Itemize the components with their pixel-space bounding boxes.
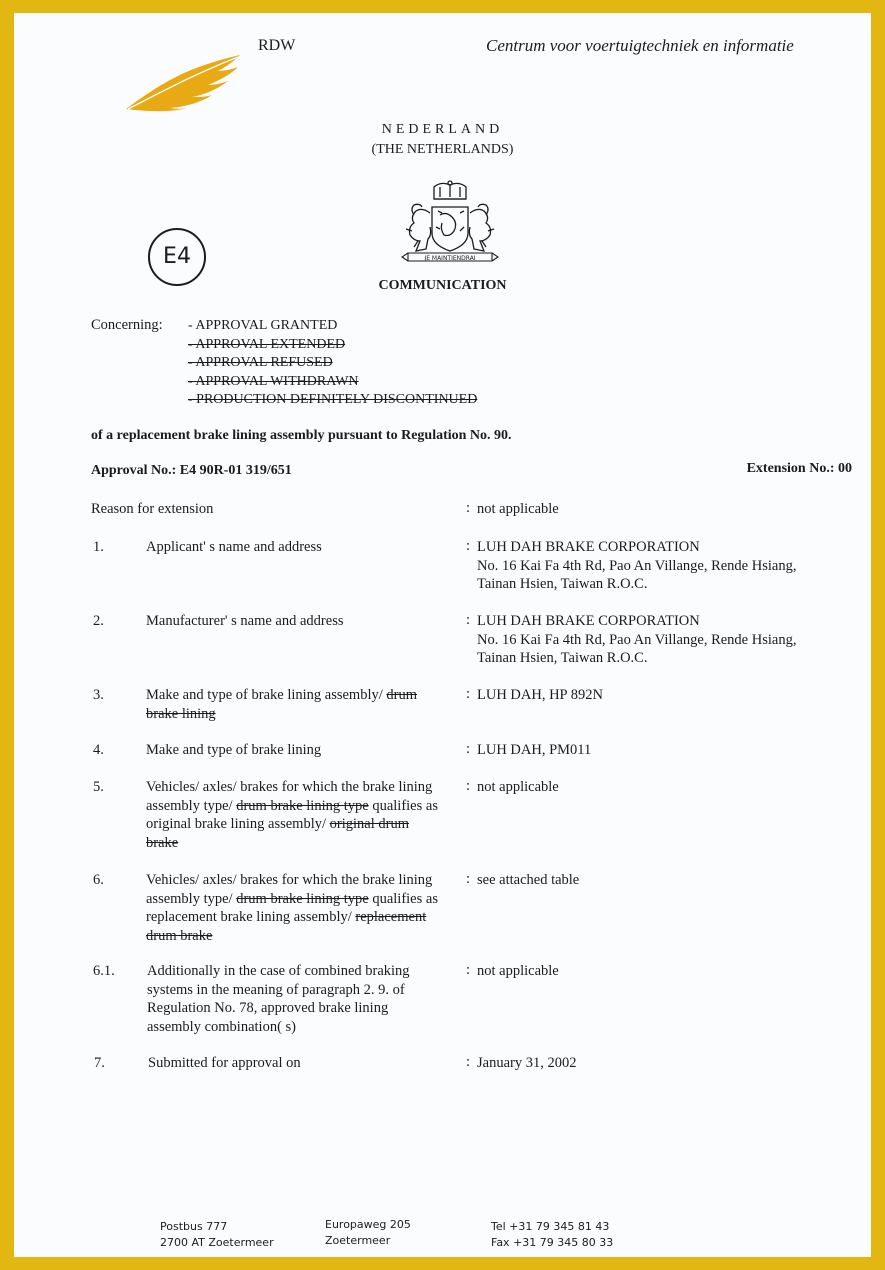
label-line: original brake lining assembly/ original drum <box>146 816 409 832</box>
label-line: Regulation No. 78, approved brake lining <box>147 1000 389 1016</box>
value-line: Tainan Hsien, Taiwan R.O.C. <box>477 576 648 592</box>
colon-separator: : <box>466 778 471 794</box>
item-value: not applicable <box>477 779 559 795</box>
concerning-options <box>188 317 477 410</box>
colon-separator: : <box>466 686 471 702</box>
approval-number: Approval No.: E4 90R-01 319/651 <box>91 463 292 478</box>
value-line: No. 16 Kai Fa 4th Rd, Pao An Villange, Rende Hsiang, <box>477 557 797 574</box>
item-value: LUH DAH, HP 892N <box>477 687 603 703</box>
e4-approval-mark: E4 <box>148 228 206 286</box>
footer-line: Zoetermeer <box>325 1234 391 1247</box>
item-value: not applicable <box>477 963 559 979</box>
footer-line: 2700 AT Zoetermeer <box>160 1236 274 1249</box>
country-name-english: (THE NETHERLANDS) <box>371 142 514 157</box>
item-value: see attached table <box>477 872 580 888</box>
item-value <box>477 612 857 668</box>
item-number: 3. <box>93 687 104 703</box>
label-line: brake <box>146 834 179 851</box>
item-number: 2. <box>93 613 104 629</box>
reason-label: Reason for extension <box>91 501 214 517</box>
rdw-feather-logo <box>122 51 248 113</box>
label-line: drum brake <box>146 927 213 944</box>
subject-line: of a replacement brake lining assembly pursuant to Regulation No. 90. <box>91 428 512 443</box>
item-number: 7. <box>94 1055 105 1071</box>
concerning-option-granted: - APPROVAL GRANTED <box>188 318 338 333</box>
concerning-option-discontinued: - PRODUCTION DEFINITELY DISCONTINUED <box>188 392 478 407</box>
colon-separator: : <box>466 871 471 887</box>
colon-separator: : <box>466 538 471 554</box>
item-label <box>146 686 458 723</box>
label-line: replacement brake lining assembly/ replacement <box>146 909 427 925</box>
colon-separator: : <box>466 741 471 757</box>
rdw-label: RDW <box>258 37 296 54</box>
label-struck-text: drum <box>386 687 418 703</box>
header-tagline: Centrum voor voertuigtechniek en informatie <box>486 36 794 55</box>
item-number: 4. <box>93 742 104 758</box>
item-label: Make and type of brake lining <box>146 742 322 758</box>
item-value: January 31, 2002 <box>477 1055 577 1071</box>
value-line: LUH DAH BRAKE CORPORATION <box>477 613 700 629</box>
footer-contact <box>491 1219 613 1251</box>
label-line: Vehicles/ axles/ brakes for which the brake lining <box>146 779 433 795</box>
item-label: Applicant' s name and address <box>146 539 322 555</box>
reason-value: not applicable <box>477 501 559 517</box>
label-line: assembly type/ drum brake lining type qualifies as <box>146 890 438 907</box>
footer-line: Postbus 777 <box>160 1220 228 1233</box>
label-line: Additionally in the case of combined braking <box>147 963 410 979</box>
item-number: 5. <box>93 779 104 795</box>
motto-text: JE MAINTIENDRAI <box>424 255 476 262</box>
item-number: 1. <box>93 539 104 555</box>
colon-separator: : <box>466 962 471 978</box>
label-struck-text: brake lining <box>146 705 216 722</box>
colon-separator: : <box>466 500 471 516</box>
concerning-label: Concerning: <box>91 317 163 333</box>
footer-street-address <box>325 1217 411 1249</box>
communication-heading: COMMUNICATION <box>378 278 507 293</box>
value-line: No. 16 Kai Fa 4th Rd, Pao An Villange, Rende Hsiang, <box>477 631 797 648</box>
item-value: LUH DAH, PM011 <box>477 742 592 758</box>
label-line: assembly type/ drum brake lining type qualifies as <box>146 797 438 814</box>
item-label <box>146 778 461 852</box>
item-number: 6. <box>93 872 104 888</box>
concerning-option-refused: - APPROVAL REFUSED <box>188 355 333 370</box>
footer-line: Fax +31 79 345 80 33 <box>491 1236 614 1249</box>
item-label: Submitted for approval on <box>148 1055 301 1071</box>
footer-postal-address <box>160 1219 274 1251</box>
country-name: NEDERLAND <box>381 122 504 137</box>
extension-number: Extension No.: 00 <box>746 461 852 476</box>
document-page <box>14 13 871 1257</box>
concerning-option-extended: - APPROVAL EXTENDED <box>188 336 346 352</box>
footer-line: Europaweg 205 <box>325 1218 411 1231</box>
label-line: assembly combination( s) <box>147 1018 297 1035</box>
item-label <box>147 962 462 1036</box>
value-line: Tainan Hsien, Taiwan R.O.C. <box>477 650 648 666</box>
coat-of-arms-emblem <box>394 179 506 269</box>
footer-line: Tel +31 79 345 81 43 <box>491 1220 610 1233</box>
item-label: Manufacturer' s name and address <box>146 613 344 629</box>
item-value <box>477 538 857 594</box>
concerning-option-withdrawn: - APPROVAL WITHDRAWN <box>188 373 359 389</box>
colon-separator: : <box>466 1054 471 1070</box>
value-line: LUH DAH BRAKE CORPORATION <box>477 539 700 555</box>
label-line: systems in the meaning of paragraph 2. 9. of <box>147 981 405 998</box>
colon-separator: : <box>466 612 471 628</box>
label-text: Make and type of brake lining assembly/ <box>146 687 387 703</box>
item-number: 6.1. <box>93 963 115 979</box>
label-line: Vehicles/ axles/ brakes for which the brake lining <box>146 872 433 888</box>
item-label <box>146 871 461 945</box>
